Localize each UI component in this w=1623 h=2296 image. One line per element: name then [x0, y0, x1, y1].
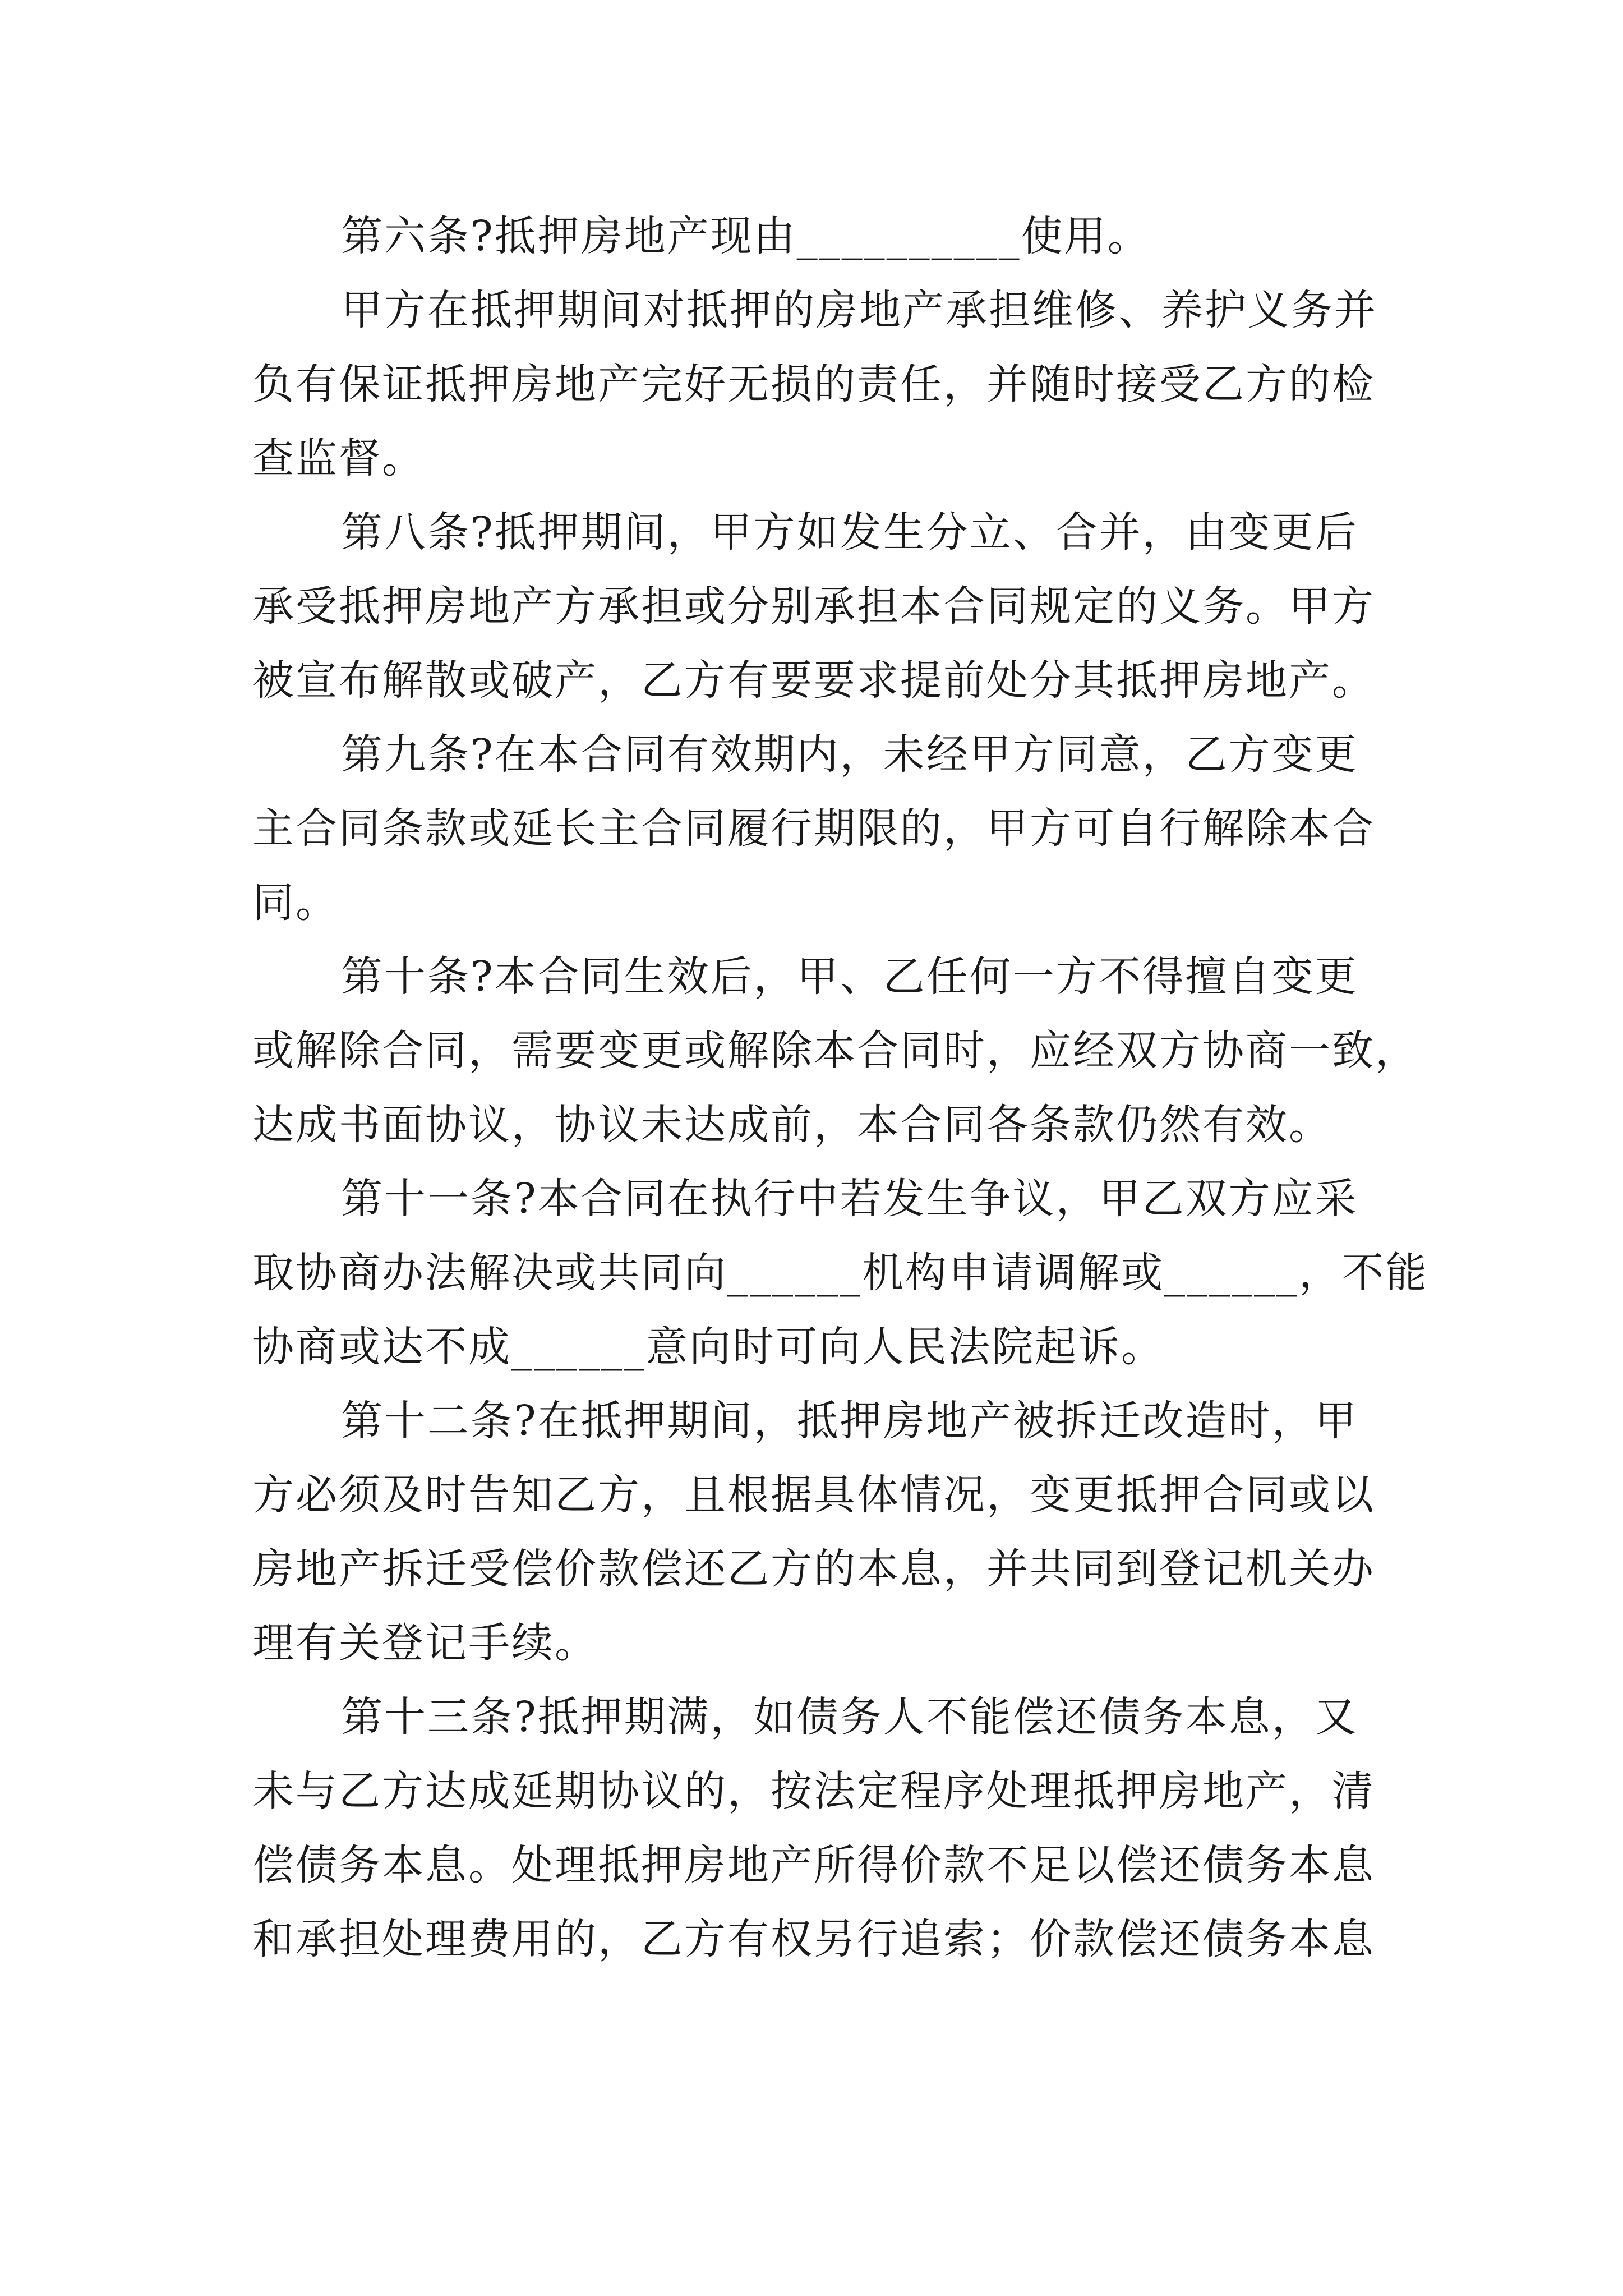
paragraph-article-12: [252, 1384, 1391, 1680]
paragraph-line: 负有保证抵押房地产完好无损的责任，并随时接受乙方的检: [252, 360, 1375, 408]
paragraph-line: 和承担处理费用的，乙方有权另行追索；价款偿还债务本息: [252, 1915, 1375, 1963]
paragraph-line: 达成书面协议，协议未达成前，本合同各条款仍然有效。: [252, 1101, 1332, 1149]
paragraph-line: 理有关登记手续。: [252, 1619, 598, 1667]
paragraph-line: 第十一条?本合同在执行中若发生争议，甲乙双方应采: [341, 1175, 1358, 1223]
paragraph-line: 甲方在抵押期间对抵押的房地产承担维修、养护义务并: [341, 286, 1377, 334]
paragraph-line: 未与乙方达成延期协议的，按法定程序处理抵押房地产，清: [252, 1767, 1375, 1815]
paragraph-line: 协商或达不成______意向时可向人民法院起诉。: [252, 1323, 1164, 1371]
paragraph-line: 方必须及时告知乙方，且根据具体情况，变更抵押合同或以: [252, 1471, 1375, 1519]
paragraph-line: 同。: [252, 878, 339, 927]
paragraph-article-11: [252, 1162, 1428, 1384]
paragraph-line: 第十条?本合同生效后，甲、乙任何一方不得擅自变更: [341, 953, 1358, 1001]
paragraph-line: 取协商办法解决或共同向______机构申请调解或______，不能: [252, 1249, 1428, 1297]
paragraph-article-10: [252, 940, 1418, 1162]
paragraph-line: 第十三条?抵押期满，如债务人不能偿还债务本息，又: [341, 1693, 1358, 1741]
paragraph-line: 第十二条?在抵押期间，抵押房地产被拆迁改造时，甲: [341, 1397, 1358, 1445]
paragraph-line: 被宣布解散或破产，乙方有要要求提前处分其抵押房地产。: [252, 656, 1375, 705]
document-body: [252, 199, 1428, 1976]
paragraph-line: 偿债务本息。处理抵押房地产所得价款不足以偿还债务本息: [252, 1841, 1375, 1889]
paragraph-article-9: [252, 717, 1391, 940]
paragraph-article-8: [252, 495, 1391, 717]
paragraph-article-13: [252, 1680, 1391, 1976]
paragraph-line: 或解除合同，需要变更或解除本合同时，应经双方协商一致，: [252, 1027, 1418, 1075]
paragraph-line: 房地产拆迁受偿价款偿还乙方的本息，并共同到登记机关办: [252, 1545, 1375, 1593]
paragraph-article-7-body: [252, 273, 1391, 495]
paragraph-line: 第八条?抵押期间，甲方如发生分立、合并，由变更后: [341, 508, 1358, 556]
paragraph-line: 查监督。: [252, 434, 425, 482]
paragraph-line: 承受抵押房地产方承担或分别承担本合同规定的义务。甲方: [252, 582, 1375, 631]
paragraph-line: 第九条?在本合同有效期内，未经甲方同意，乙方变更: [341, 730, 1358, 779]
paragraph-line: 主合同条款或延长主合同履行期限的，甲方可自行解除本合: [252, 804, 1375, 853]
paragraph-line: 第六条?抵押房地产现由__________使用。: [341, 212, 1151, 260]
paragraph-article-6: [252, 199, 1391, 273]
